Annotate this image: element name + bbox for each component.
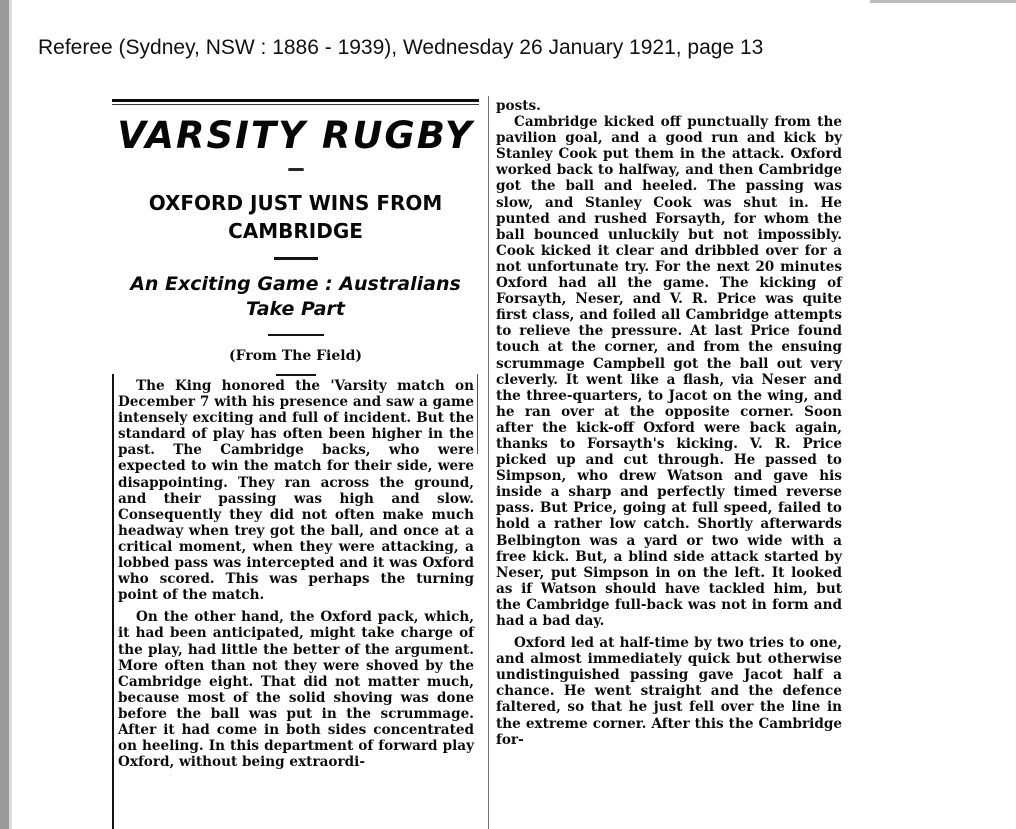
newspaper-clipping (110, 96, 850, 829)
viewer-left-border-inner (9, 0, 12, 829)
byline: (From The Field) (229, 348, 362, 364)
separator (274, 257, 318, 260)
separator (268, 334, 324, 336)
article-paragraph: The King honored the 'Varsity match on December 7 with his presence and saw a game intensely exciting and full of incident. But the standard of play has often been higher in the past. The Cambridge backs, who were expected to win the match for their side, were disappointing. They ran across the ground, and their passing was high and slow. Consequently they did not often make much headway when trey got the ball, and once at a critical moment, when they were attacking, a lobbed pass was intercepted and it was Oxford who scored. This was perhaps the turning point of the match. (118, 378, 474, 604)
article-paragraph: Oxford led at half-time by two tries to one, and almost immediately quick but otherwise undistinguished passing gave Jacot half a chance. He went straight and the defence faltered, so that he just fell over the line in the extreme corner. After this the Cambridge for- (496, 635, 842, 748)
article-paragraph: Cambridge kicked off punctually from the pavilion goal, and a good run and kick by Stanley Cook put them in the attack. Oxford worked back to halfway, and then Cambridge got the ball and heeled. The passing was slow, and Stanley Cook was shut in. He punted and rushed Forsayth, for whom the ball bounced unluckily but not impossibly. Cook kicked it clear and dribbled over for a not unfortunate try. For the next 20 minutes Oxford had all the game. The kicking of Forsayth, Neser, and V. R. Price was quite first class, and foiled all Cambridge attempts to relieve the pressure. At last Price found touch at the corner, and from the ensuing scrummage Campbell got the ball out very cleverly. It went like a flash, via Neser and the three-quarters, to Jacot on the wing, and he ran over at the opposite corner. Soon after the kick-off Oxford were back again, thanks to Forsayth's kicking. V. R. Price picked up and cut through. He passed to Simpson, who drew Watson and gave his inside a sharp and perfectly timed reverse pass. But Price, going at full speed, failed to hold a rather low catch. Shortly afterwards Belbington was a yard or two wide with a free kick. But, a blind side attack started by Neser, put Simpson in on the left. It looked as if Watson should have tackled him, but the Cambridge full-back was not in form and had a bad day. (496, 114, 842, 629)
top-rule (112, 99, 479, 102)
body-right-rule (477, 374, 478, 454)
article-paragraph: On the other hand, the Oxford pack, which, it had been anticipated, might take charge of the play, had little the better of the argument. More often than not they were shoved by the Cambridge eight. That did not matter much, because most of the solid shoving was done before the ball was put in the scrummage. After it had come in both sides concentrated on heeling. In this department of forward play Oxford, without being extraordi- (118, 609, 474, 771)
left-body-text (118, 378, 474, 770)
right-body-text (496, 98, 842, 748)
viewer-top-border (870, 0, 1016, 3)
deck: An Exciting Game : Australians Take Part (130, 273, 461, 320)
body-left-rule (112, 374, 114, 829)
left-column (112, 106, 479, 829)
top-rule-thin (112, 104, 479, 105)
subheadline: OXFORD JUST WINS FROM CAMBRIDGE (148, 191, 443, 243)
right-column (496, 98, 844, 829)
separator (288, 168, 304, 171)
viewer-left-border (0, 0, 9, 829)
headline: VARSITY RUGBY (117, 114, 474, 157)
article-paragraph: posts. (496, 98, 541, 114)
separator (276, 374, 316, 376)
column-divider (488, 96, 489, 829)
page-caption: Referee (Sydney, NSW : 1886 - 1939), Wednesday 26 January 1921, page 13 (38, 36, 764, 59)
